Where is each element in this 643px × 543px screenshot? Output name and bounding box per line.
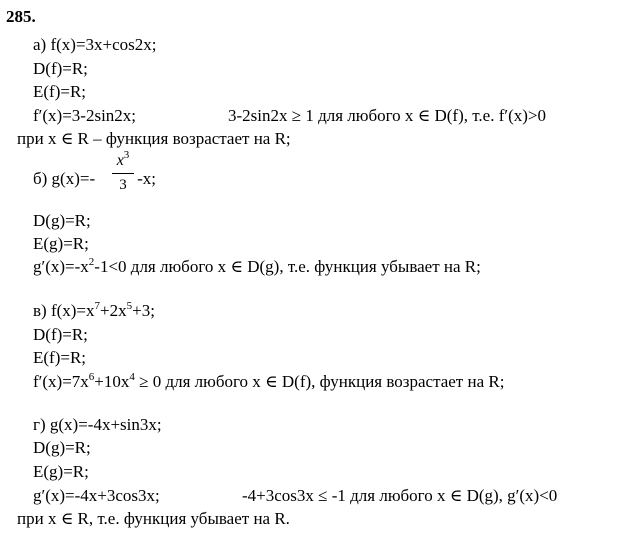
part-d-inequality: -4+3cos3x ≤ -1 для любого x ∈ D(g), g′(x)<0 [242,486,558,505]
part-d-derivative: g′(x)=-4x+3cos3x; [33,486,160,505]
part-c-domain: D(f)=R; [33,325,88,344]
part-b-derivative: $g'(x)=-x^2-1<0$ для любого x ∈ D(g), т.е. функция убывает на R; [33,256,481,276]
part-b-range: E(g)=R; [33,234,89,253]
problem-number: 285. [6,7,36,26]
part-a-function: а) f(x)=3x+cos2x; [33,35,157,54]
part-a-conclusion: при x ∈ R – функция возрастает на R; [17,129,291,148]
part-a-range: E(f)=R; [33,82,87,101]
part-b-function-prefix: б) g(x)=- [33,169,96,188]
part-b-fraction [103,149,143,194]
part-c-function: в) $f(x)=x^7+2x^5+3$; [33,300,155,320]
part-a-domain: D(f)=R; [33,59,88,78]
part-b-fraction-denominator: 3 [119,177,127,193]
part-b-function-suffix: -x; [137,169,157,188]
part-b-fraction-numerator: $x^3$ [116,149,130,169]
part-b-fraction-bar [112,173,134,174]
part-d-conclusion: при x ∈ R, т.е. функция убывает на R. [17,509,290,528]
part-c-range: E(f)=R; [33,348,87,367]
part-d-domain: D(g)=R; [33,438,91,457]
part-d-function: г) g(x)=-4x+sin3x; [33,415,162,434]
part-a-inequality: 3-2sin2x ≥ 1 для любого x ∈ D(f), т.е. f′(x)>0 [228,106,546,125]
part-b-domain: D(g)=R; [33,211,91,230]
part-d-range: E(g)=R; [33,462,89,481]
part-c-derivative: $f'(x)=7x^6+10x^4 \ge 0$ для любого x ∈ D(f), функция возрастает на R; [33,371,505,391]
part-a-derivative: f′(x)=3-2sin2x; [33,106,137,125]
